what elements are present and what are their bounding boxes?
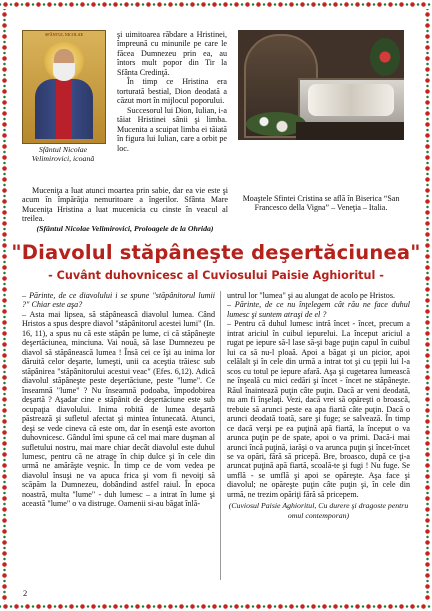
reliquary-base-shape	[296, 122, 404, 140]
saint-icon-image	[22, 30, 106, 144]
column-divider	[220, 291, 221, 580]
flowers-shape	[370, 38, 400, 76]
relics-photo	[238, 30, 404, 140]
top-paragraph-2: În timp ce Hristina era torturată bestial, Dion deodată a căzut mort în mijlocul poporului.	[117, 77, 227, 106]
answer-continuation: untrul lor "lumea" şi au alungat de acolo pe Hristos.	[227, 291, 395, 300]
top-paragraph-1: şi uimitoarea răbdare a Hristinei, împreună cu minunile pe care le făcea Dumnezeu prin ea, au întors mult popor din Tir la Sfânta Credinţă.	[117, 30, 227, 77]
top-story-continuation	[22, 186, 228, 233]
decorative-border-top	[0, 0, 432, 9]
article-left-column	[22, 291, 215, 509]
stole-shape	[56, 79, 72, 139]
top-paragraph-3: Succesorul lui Dion, Iulian, i-a tăiat Hristinei sânii şi limba. Mucenita a scuipat limba ei tăiată în figura lui Iulian, care a orbit pe loc.	[117, 105, 227, 153]
decorative-border-left	[0, 9, 9, 602]
article-signature: (Cuviosul Paisie Aghioritul, Cu durere şi dragoste pentru omul contemporan)	[228, 501, 409, 520]
icon-caption: Sfântul Nicolae Velimirovici, icoană	[31, 145, 95, 163]
article-title: "Diavolul stăpâneşte deşertăciunea"	[11, 241, 421, 264]
relic-veil-shape	[308, 84, 394, 116]
question-paragraph: – Părinte, de ce diavolului i se spune "stăpânitorul lumii ?" Chiar este aşa?	[22, 291, 215, 310]
top-wide-paragraph: Muceniţa a luat atunci moartea prin sabie, dar ea vie este şi acum în împărăţia nemuritoare a îngerilor. Sfânta Mare Muceniţa Hristina a luat mucenicia cu cinste în veacul al treilea.	[22, 186, 228, 224]
beard-shape	[53, 63, 75, 81]
answer-paragraph: – Pentru că duhul lumesc intră încet - încet, precum a intrat ariciul în cuibul iepurelui. La început ariciul a rugat pe iepure să-l lase să-şi bage puţin capul în cuibul lui ca să nu-l ploaă. Apoi a băgat şi un picior, apoi celălalt şi în cele din urmă a intrat tot şi cu ţepii lui l-a scos cu totul pe iepure afară. Aşa şi cugetarea lumească ne înşeală cu mici cedări şi încet - încet ne stăpâneşte. Răul înaintează puţin câte puţin. Dacă ar veni deodată, nu am fi înşelaţi. Vezi, dacă vrei să opăreşti o broască, trebuie să arunci peste ea apa fiartă câte puţin. Dacă o arunci deodată toată, sare şi fuge; se salvează. În timp ce dacă verşi pe ea puţină apă fiartă, la început o va arunca puţin pe de spate, apoi o va primi. Dacă-i mai arunci încă puţină, iarăşi o va arunca puţin şi încet-încet se va opări, fără să pricepă. Bre, broasco, după ce ţi-a aruncat puţină apă fiartă, scoală-te şi fugi ! Nu fuge. Se umflă - se umflă şi apoi se opăreşte. Aşa face şi diavolul; ne opăreşte puţin câte puţin şi, în cele din urmă, ne trezim opăriţi fără să pricepem.	[227, 319, 410, 499]
photo-caption: Moaştele Sfintei Cristina se află în Biserica “San Francesco della Vigna” – Veneţia – Italia.	[242, 194, 400, 213]
decorative-border-bottom	[0, 602, 432, 611]
question-paragraph: – Părinte, de ce nu înţelegem cât rău ne face duhul lumesc şi suntem atraşi de el ?	[227, 300, 410, 319]
top-story-source: (Sfântul Nicolae Velimirovici, Proloagele de la Ohrida)	[36, 223, 214, 233]
icon-inscription: SFÂNTUL NICOLAE	[44, 32, 84, 37]
top-story-column	[117, 30, 227, 153]
page-number: 2	[23, 588, 28, 598]
answer-paragraph: – Asta mai lipsea, să stăpânească diavolul lumea. Când Hristos a spus despre diavol "stăpânitorul acestei lumi" (In. 16, 11), a spus nu că este stăpân pe lume, ci că stăpâneşte deşertăciunea, minciuna. Vai nouă, să lase Dumnezeu pe diavol să stăpânească lumea ! Însă cei ce îşi au inima lor dăruită celor deşarte, lumeşti, unii ca aceştia trăiesc sub stăpânirea "stăpânitorului acestui veac" (Efes. 6,12). Adică diavolul stăpâneşte peste deşertăciune, peste "lume". Ce înseamnă "lume" ? Nu înseamnă podoaba, împodobirea deşartă ? Aşadar cine e stăpânit de deşertăciune este sub ocupaţia diavolului. Inima robită de lumea deşartă păstrează şi sufletul afectat şi mintea întunecată. Atunci, deşi se vede cineva că este om, dar în esenţă este avorton duhovnicesc. Gândul îmi spune că cel mai mare duşman al sufletului nostru, mai mare chiar decât diavolul este duhul lumesc, pentru că ne atrage în chip dulce şi în cele din urmă ne amărăşte veşnic. În timp ce de vom vedea pe diavolul însuşi ne va apuca frica şi vom fi nevoiţi să scăpăm la Dumnezeu, dobândind astfel raiul. În epoca noastră, multa "lume" - duh lumesc – a intrat în lume şi această "lume" o va distruge. Oamenii si-au băgat înlă-	[22, 309, 215, 509]
decorative-border-right	[423, 9, 432, 602]
article-right-column	[227, 291, 410, 520]
article-subtitle: - Cuvânt duhovnicesc al Cuviosului Paisie Aghioritul -	[48, 269, 384, 282]
